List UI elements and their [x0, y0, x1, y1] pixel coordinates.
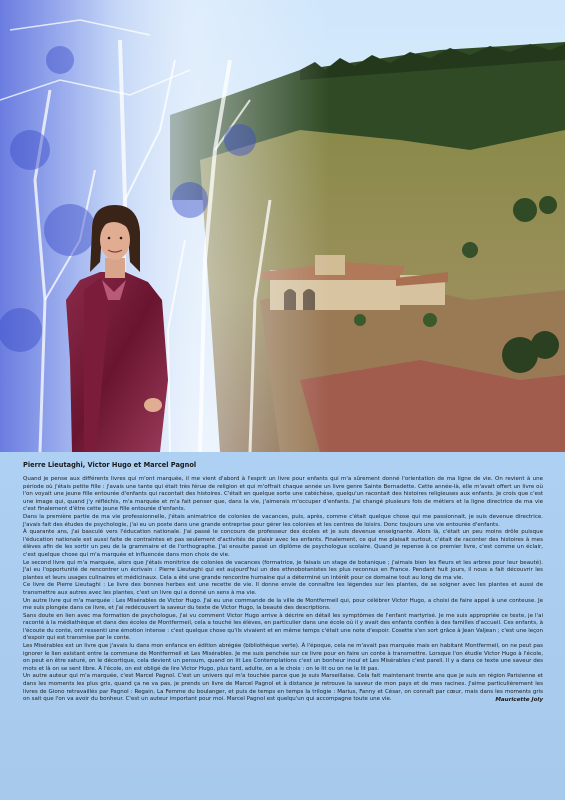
paragraph: Sans doute en lien avec ma formation de psychologue, j'ai vu comment Victor Hugo arrive à décrire en détail les symptômes de l'enfant martyrisé. Je me suis appropriée ce texte, je l'ai raconté à la médiathèque et dans des écoles de Montfermeil, cela a touché les élèves, en particulier dans une école où il y avait des enfants confiés à des familles d'accueil. Ces enfants, à l'écoute du conte, ont ressenti une émotion intense : c'est quelque chose qu'ils vivaient et en même temps c'était une note d'espoir. Cosette s'en sort grâce à Jean Valjean ; c'est une leçon d'espoir qui est transmise par le conte.	[23, 612, 543, 642]
paragraph: Quand je pense aux différents livres qui m'ont marquée, il me vient d'abord à l'esprit un livre pour enfants qui m'a sûrement donné l'orientation de ma ligne de vie. On revient à une période où j'étais petite fille : j'avais une tante qui était très férue de religion et qui m'offrait chaque année un livre genre Sainte Bernadette. Cette année-là, elle m'avait offert un livre où l'on voyait une jeune fille entourée d'enfants qui racontait des histoires. C'était en quelque sorte une catéchèse, quelqu'un racontait des histoires religieuses aux enfants. Je crois que c'est une image qui, quand j'y réfléchis, m'a marquée et m'a fait penser que, dans la vie, j'aimerais m'occuper d'enfants. J'ai changé plusieurs fois de métiers et la ligne directrice de ma vie c'est finalement d'être cette jeune fille entourée d'enfants.	[23, 476, 543, 513]
paragraph: À quarante ans, j'ai basculé vers l'éducation nationale. J'ai passé le concours de professeur des écoles et je suis devenue enseignante. Alors là, c'était un peu moins drôle puisque l'éducation nationale est aussi faite de contraintes et pas seulement d'activités de plaisir avec les enfants. Finalement, ce qui me plaisait surtout, c'était de raconter des histoires à mes élèves afin de les sortir un peu de la grammaire et de l'orthographe. J'ai ensuite passé un diplôme de psychologue scolaire. Quand je repense à ce premier livre, c'est comme un éclair, c'est quelque chose qui m'a marquée et influencée dans mon choix de vie.	[23, 529, 543, 558]
paragraph: Ce livre de Pierre Lieutaghi : Le livre des bonnes herbes est une recette de vie. Il donne envie de connaître les légendes sur les plantes, de se soigner avec les plantes et aussi de transmettre aux autres avec les plantes, c'est un livre qui a donné un sens à ma vie.	[23, 582, 543, 596]
article-body	[23, 476, 543, 704]
author-signature: Mauricette Joly	[495, 696, 543, 703]
paragraph: Un autre auteur qui m'a marquée, c'est Marcel Pagnol. C'est un univers qui m'a touchée parce que je suis Marseillaise. Cela fait maintenant trente ans que je suis en région Parisienne et dans les moments les plus gris, quand ça ne va pas, je prends un livre de Marcel Pagnol et à distance je retrouve la saveur de mon pays et de mes racines. J'aime particulièrement les livres de Giono retravaillés par Pagnol : Regain, La Femme du boulanger, et puis de temps en temps la trilogie : Marius, Fanny et César, on connaît par cœur, mais dans les moments gris on sait que l'on va avoir du bonheur. C'est un auteur important pour moi. Marcel Pagnol est quelqu'un qui accompagne toute une vie.	[23, 673, 543, 703]
article	[0, 452, 565, 800]
paragraph: Un autre livre qui m'a marquée : Les Misérables de Victor Hugo. J'ai eu une commande de la ville de Montfermeil qui, pour célébrer Victor Hugo, a choisi de faire appel à une conteuse. Je me suis plongée dans ce livre, et j'ai redécouvert la saveur du texte de Victor Hugo, la beauté des descriptions.	[23, 597, 543, 612]
article-title: Pierre Lieutaghi, Victor Hugo et Marcel Pagnol	[23, 461, 197, 469]
paragraph: Le second livre qui m'a marquée, alors que j'étais monitrice de colonies de vacances (formatrice, je faisais un stage de botanique ; j'aimais bien les fleurs et les arbres pour leur beauté). J'ai eu l'opportunité de rencontrer un écrivain : Pierre Lieutaghi qui est aujourd'hui un des ethnobotanistes les plus reconnus en France. Pendant huit jours, il nous a fait découvrir les plantes et leurs usages culinaires et médicinaux. Cela a été une grande rencontre humaine qui a déterminé un intérêt pour ce domaine tout au long de ma vie.	[23, 559, 543, 581]
paragraph: Dans la première partie de ma vie professionnelle, j'étais animatrice de colonies de vacances, puis, après, comme c'était quelque chose qui me passionnait, je suis devenue directrice. J'avais fait des études de psychologie, j'ai eu un poste dans une grande entreprise pour gérer les colonies et les centres de loisirs. Donc toujours une vie entourée d'enfants.	[23, 513, 543, 528]
paragraph: Les Misérables est un livre que j'avais lu dans mon enfance en édition abrégée (bibliothèque verte). À l'époque, cela ne m'avait pas marquée mais en habitant Montfermeil, on ne peut pas ignorer le lien existant entre la commune de Montfermeil et Les Misérables. Je me suis penchée sur ce livre pour en faire un conte à transmettre. Lorsque l'on étudie Victor Hugo à l'école, on peut en être saturé, on le décortique, cela devient un pensum, quand on lit Les Contemplations c'est un bonheur inouï et Les Misérables c'est pareil. Il y a dans ce texte une saveur des mots et là on se sent libre. À l'école, on est obligé de lire Victor Hugo, plus tard, adulte, on a le choix : on le lit ou on ne le lit pas.	[23, 643, 543, 672]
